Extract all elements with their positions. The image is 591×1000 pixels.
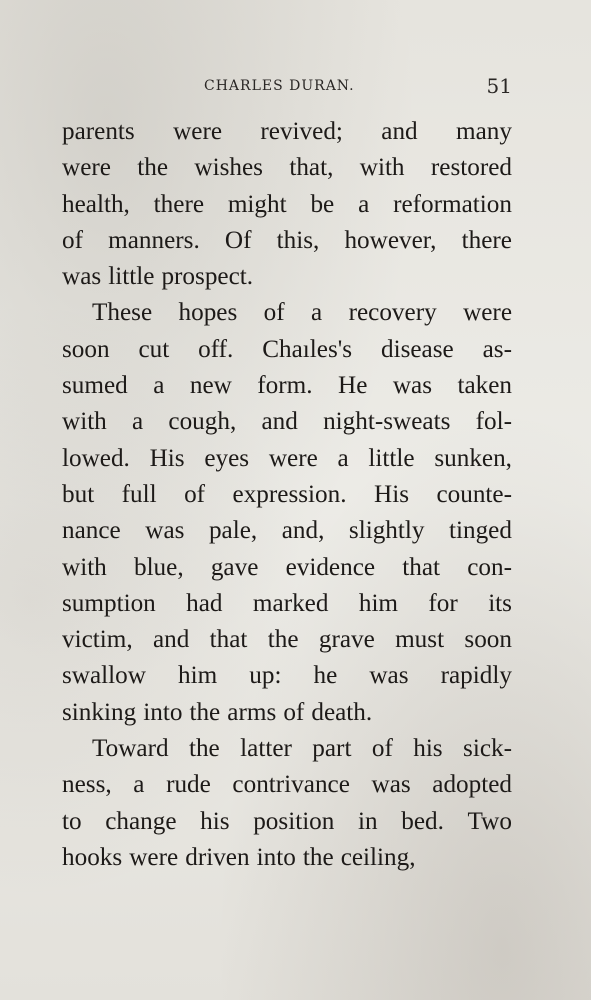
text-line: sinking into the arms of death. [62, 698, 373, 726]
page-number: 51 [486, 74, 512, 98]
text-line: to change his position in bed. Two [62, 807, 512, 835]
text-line: were the wishes that, with restored [62, 154, 512, 182]
text-line: swallow him up: he was rapidly [62, 662, 512, 690]
text-line: sumed a new form. He was taken [62, 372, 512, 400]
text-line: sumption had marked him for its [62, 589, 512, 617]
text-line: but full of expression. His counte- [62, 480, 512, 508]
text-line: hooks were driven into the ceiling, [62, 843, 416, 871]
text-line: These hopes of a recovery were [92, 299, 512, 327]
text-line: with blue, gave evidence that con- [62, 553, 512, 581]
text-line: nance was pale, and, slightly tinged [62, 517, 512, 545]
text-line: health, there might be a reformation [62, 190, 512, 218]
text-line: with a cough, and night-sweats fol- [62, 408, 512, 436]
text-line: Toward the latter part of his sick- [92, 735, 512, 763]
running-head-title: CHARLES DURAN. [204, 78, 355, 94]
text-line: victim, and that the grave must soon [62, 626, 512, 654]
body-text [62, 114, 512, 876]
text-line: of manners. Of this, however, there [62, 226, 512, 254]
text-line: parents were revived; and many [62, 118, 512, 145]
text-line: lowed. His eyes were a little sunken, [62, 444, 512, 472]
running-head [62, 74, 512, 100]
text-line: ness, a rude contrivance was adopted [62, 771, 512, 799]
text-line: was little prospect. [62, 263, 254, 291]
text-line: soon cut off. Chaıles's disease as- [62, 335, 512, 363]
